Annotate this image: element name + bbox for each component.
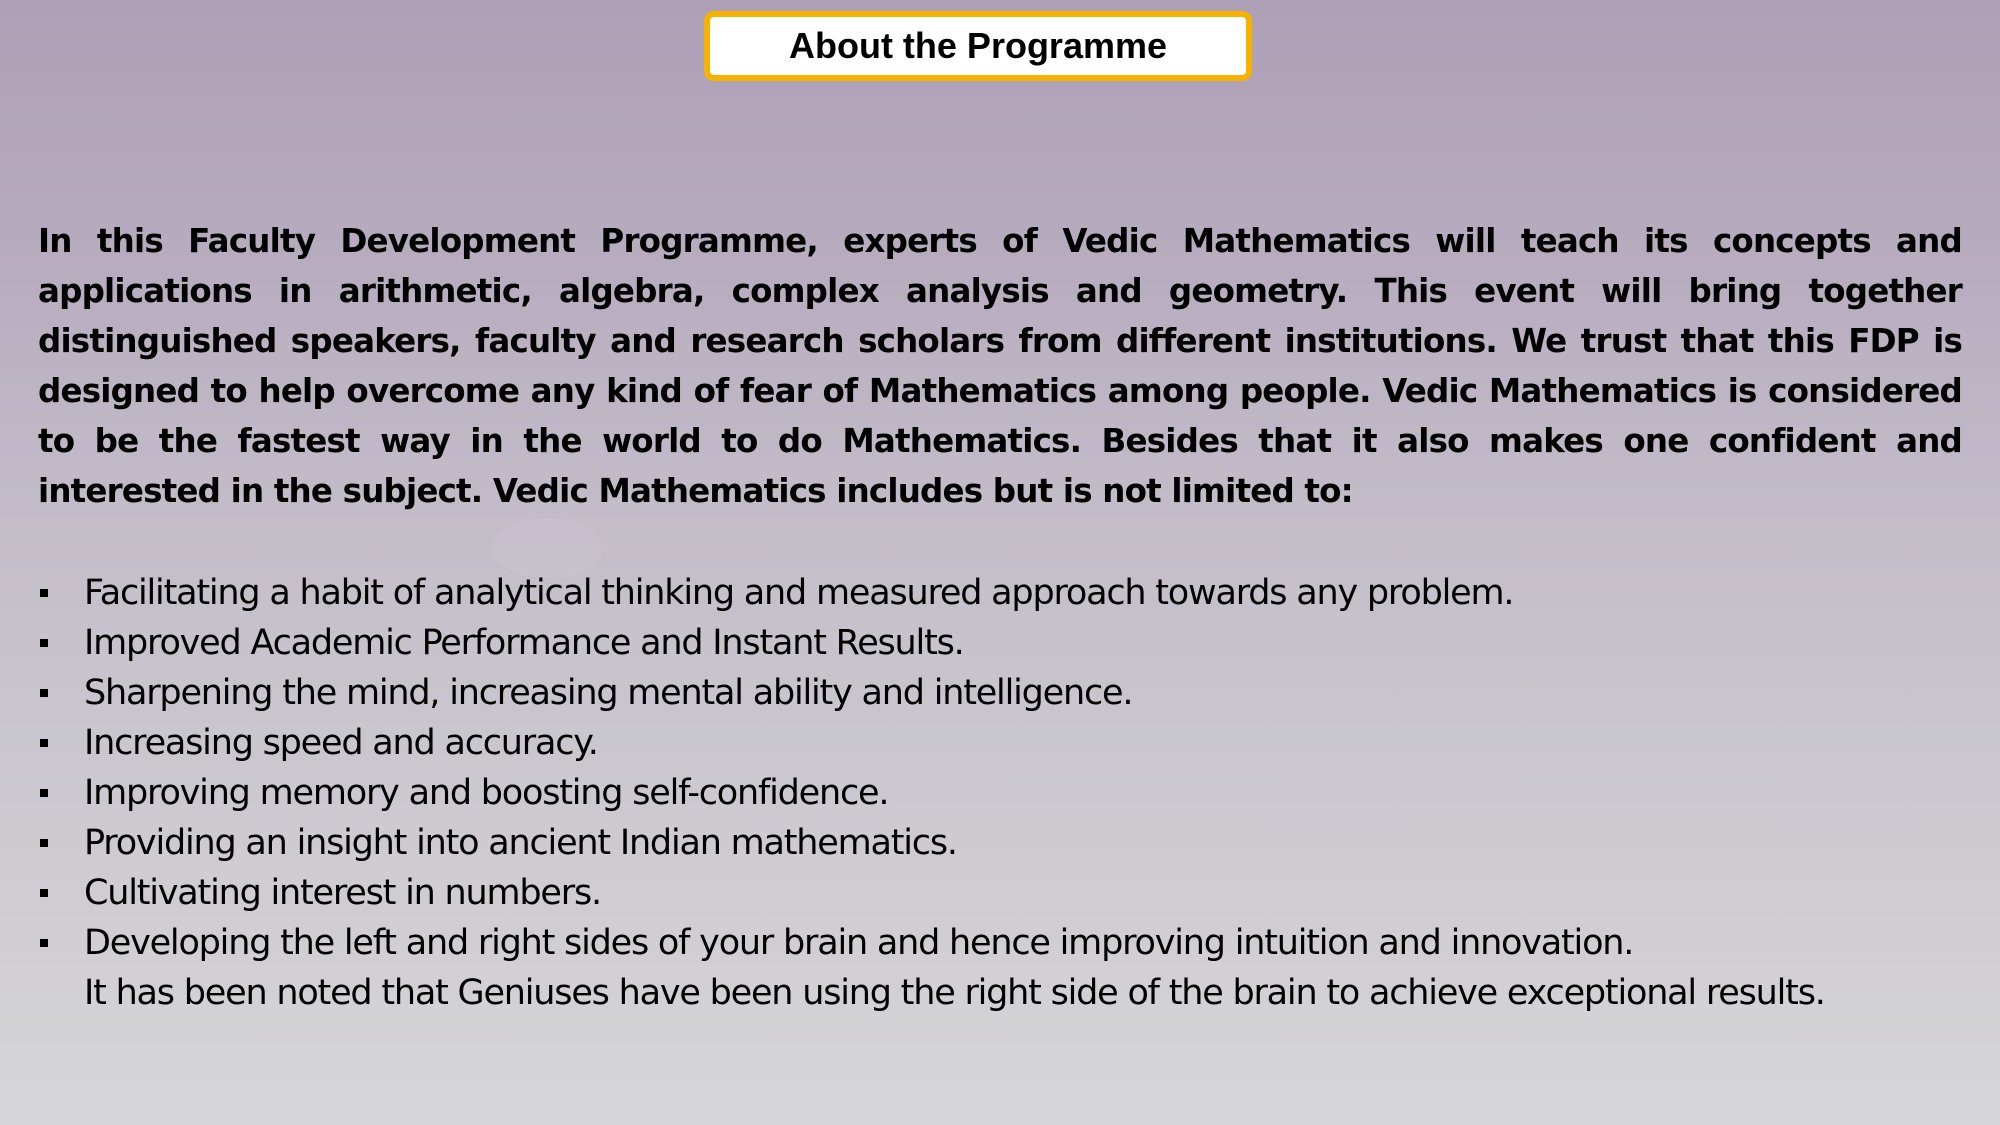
list-item-text: Providing an insight into ancient Indian mathematics. (84, 823, 957, 863)
list-item (38, 818, 1962, 868)
list-item-text: Increasing speed and accuracy. (84, 723, 598, 763)
list-item (38, 918, 1962, 1018)
square-bullet-icon (40, 639, 48, 647)
title-box (704, 11, 1252, 81)
list-item (38, 718, 1962, 768)
list-item (38, 668, 1962, 718)
square-bullet-icon (40, 739, 48, 747)
list-item (38, 768, 1962, 818)
square-bullet-icon (40, 889, 48, 897)
list-item-text: Facilitating a habit of analytical thinking and measured approach towards any problem. (84, 573, 1514, 613)
list-item-subtext: It has been noted that Geniuses have been using the right side of the brain to achieve exceptional results. (84, 973, 1825, 1013)
square-bullet-icon (40, 939, 48, 947)
square-bullet-icon (40, 589, 48, 597)
list-item-text: Improving memory and boosting self-confidence. (84, 773, 889, 813)
list-item (38, 868, 1962, 918)
page-title: About the Programme (788, 25, 1168, 66)
bullet-list (38, 568, 1962, 1018)
list-item-text: Cultivating interest in numbers. (84, 873, 601, 913)
square-bullet-icon (40, 839, 48, 847)
square-bullet-icon (40, 689, 48, 697)
list-item-text: Sharpening the mind, increasing mental ability and intelligence. (84, 673, 1133, 713)
list-item (38, 568, 1962, 618)
list-item (38, 618, 1962, 668)
intro-paragraph: In this Faculty Development Programme, experts of Vedic Mathematics will teach its concepts and applications in arithmetic, algebra, complex analysis and geometry. This event will bring together distinguished speakers, faculty and research scholars from different institutions. We trust that this FDP is designed to help overcome any kind of fear of Mathematics among people. Vedic Mathematics is considered to be the fastest way in the world to do Mathematics. Besides that it also makes one confident and interested in the subject. Vedic Mathematics includes but is not limited to: (38, 222, 1962, 510)
list-item-text: Developing the left and right sides of your brain and hence improving intuition and innovation. (84, 923, 1634, 963)
list-item-text: Improved Academic Performance and Instant Results. (84, 623, 964, 663)
square-bullet-icon (40, 789, 48, 797)
